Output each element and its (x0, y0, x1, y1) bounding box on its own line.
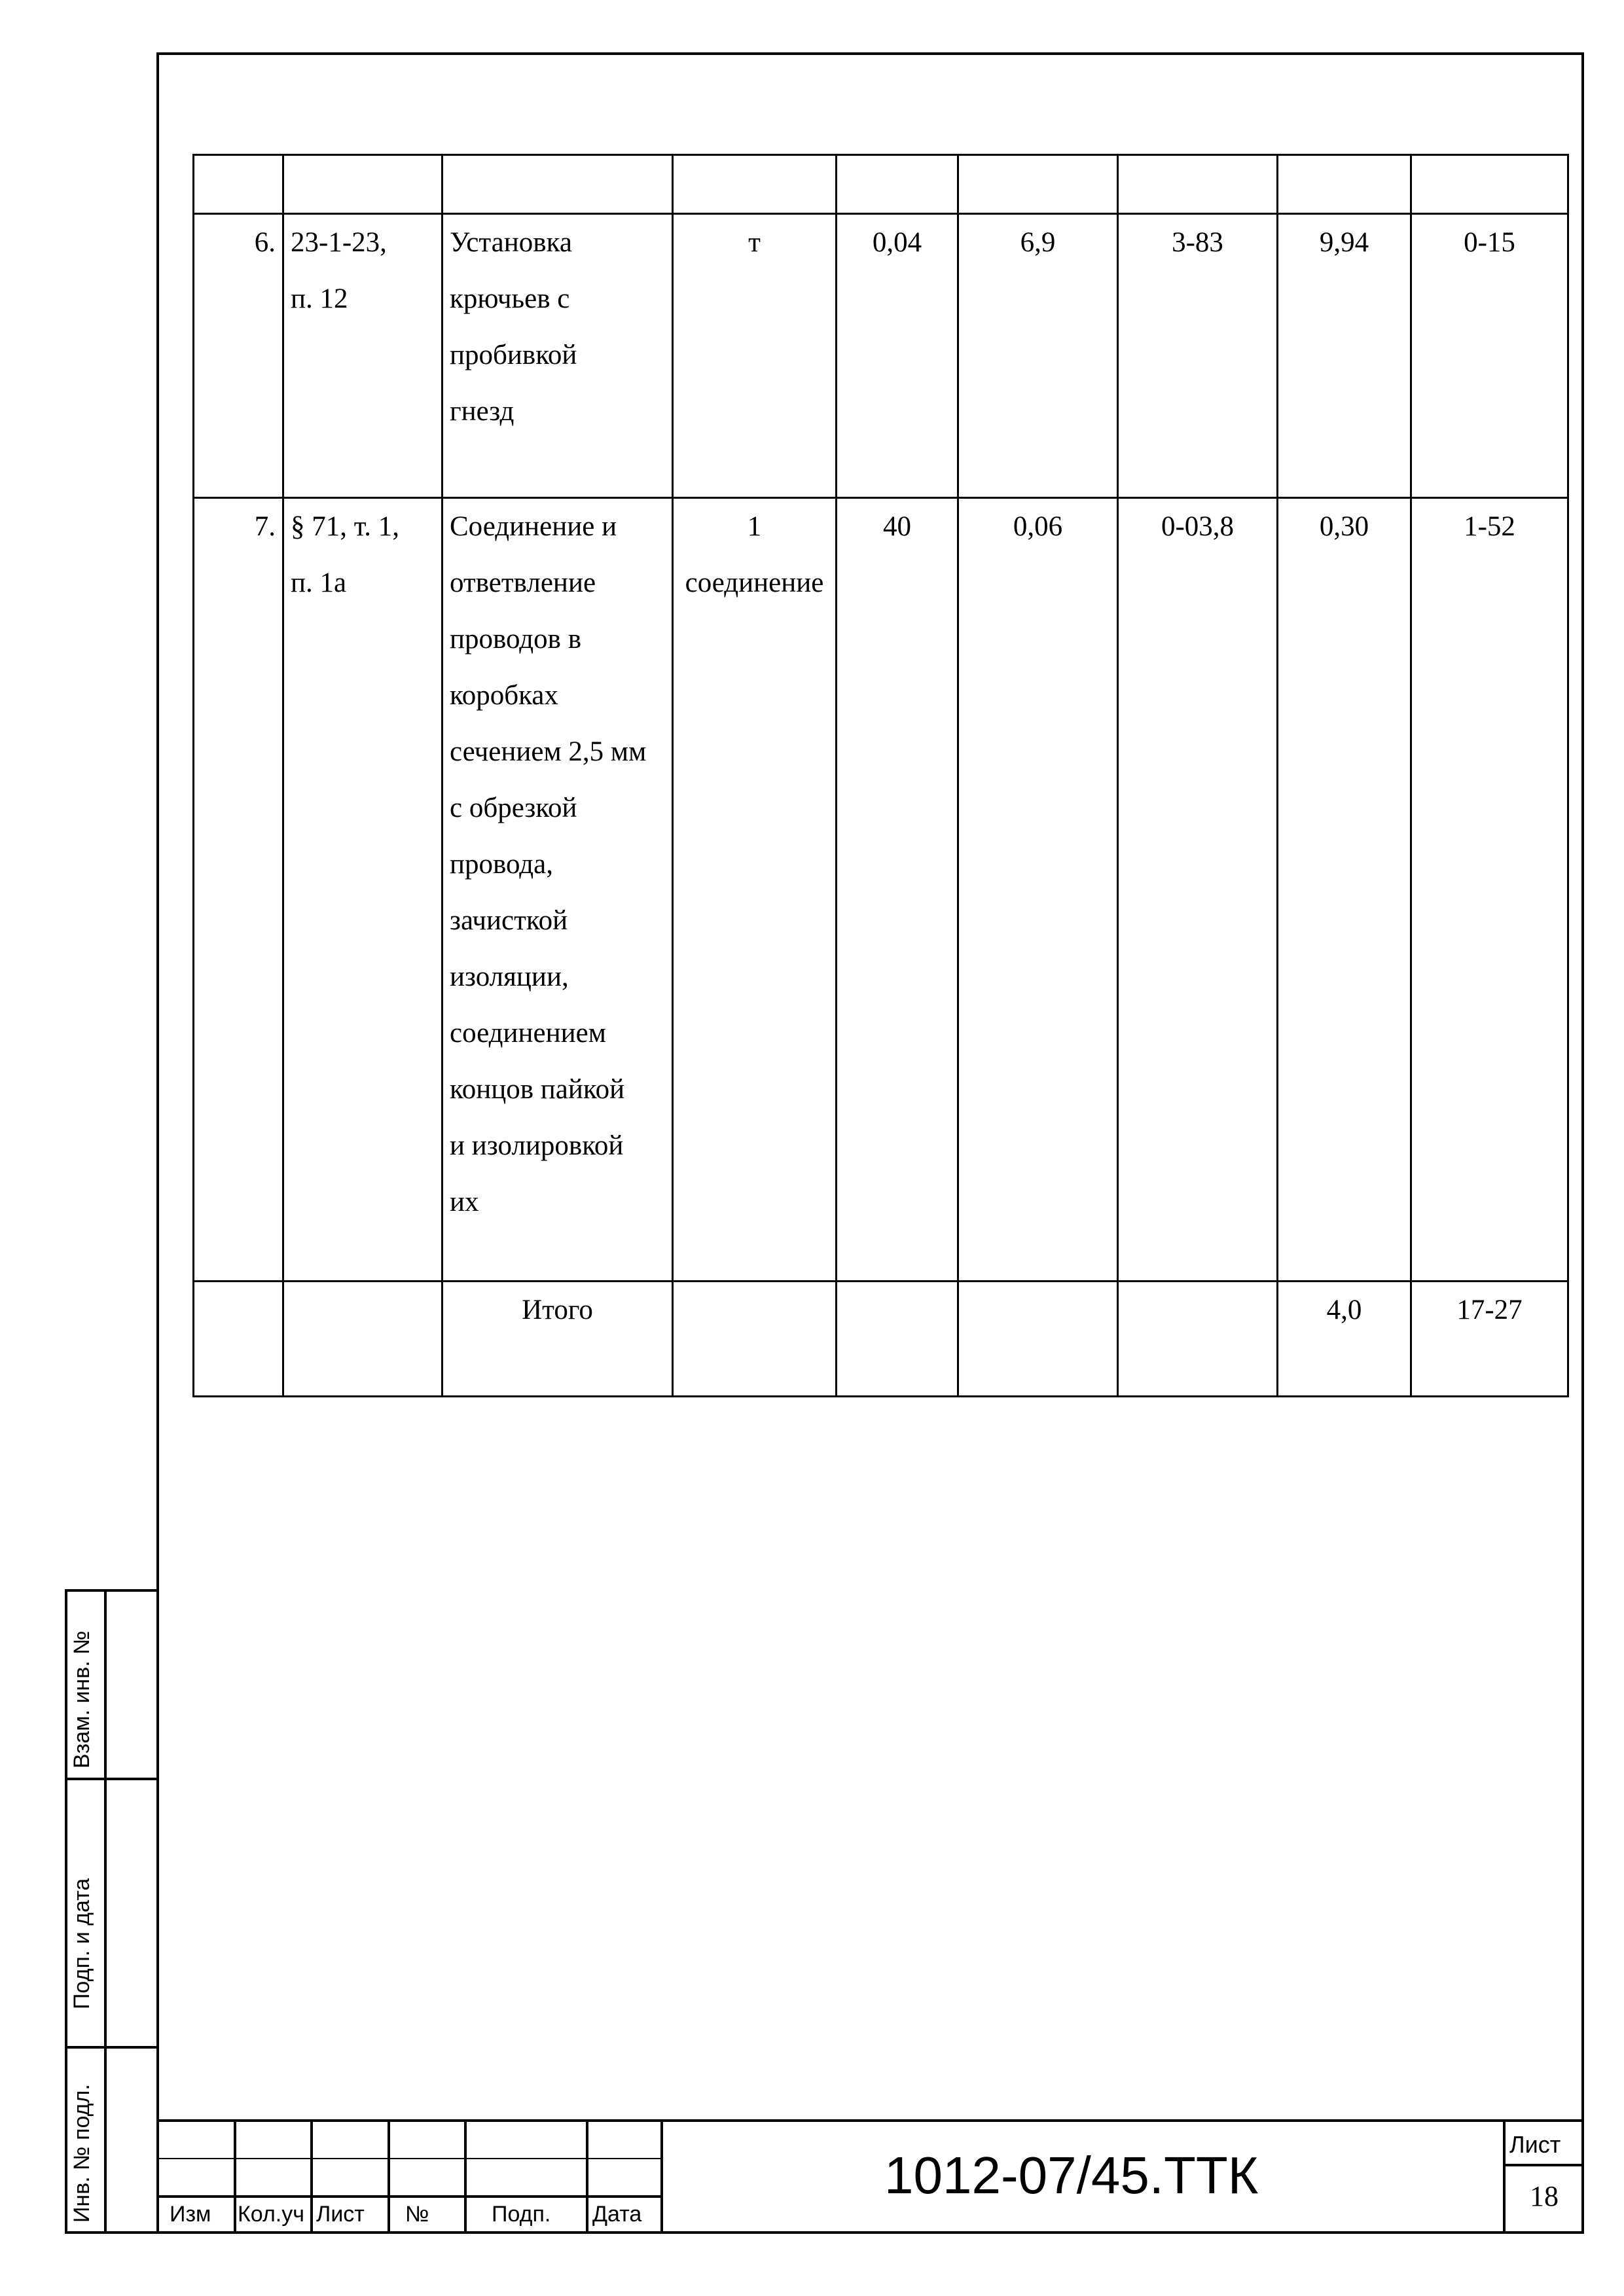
stamp-col-line (310, 2119, 313, 2234)
sheet-number: 18 (1530, 2180, 1559, 2212)
stamp-col-date: Дата (592, 2202, 642, 2227)
stamp-top-line (156, 2119, 1584, 2122)
stamp-col-line (234, 2119, 236, 2234)
time-norm: 0,06 (958, 498, 1118, 1282)
header-cell (194, 155, 283, 214)
wage-cost: 1-52 (1411, 498, 1568, 1282)
unit-of-measure: 1 соединение (673, 498, 837, 1282)
work-table (192, 154, 1569, 1397)
work-volume: 0,04 (837, 214, 958, 498)
labor-cost: 9,94 (1278, 214, 1411, 498)
stamp-col-line (660, 2119, 663, 2234)
sign-date-label: Подп. и дата (69, 1878, 94, 2009)
row-number: 7. (194, 498, 283, 1282)
replace-inventory-label: Взам. инв. № (69, 1630, 94, 1768)
side-strip-divider (67, 1778, 158, 1780)
total-label: Итого (442, 1282, 673, 1397)
work-description: Соединение и ответвление проводов в коробках сечением 2,5 мм с обрезкой провода, зачисткой изоляции, соединением концов пайкой и изолировкой их (442, 498, 673, 1282)
title-block (156, 2119, 1584, 2234)
stamp-col-change: Изм (170, 2202, 211, 2227)
stamp-col-count: Кол.уч (238, 2202, 304, 2227)
stamp-col-line (388, 2119, 390, 2234)
rate (1118, 1282, 1278, 1397)
side-strip-column-line (104, 1592, 107, 2231)
rate: 0-03,8 (1118, 498, 1278, 1282)
time-norm: 6,9 (958, 214, 1118, 498)
norm-reference: § 71, т. 1, п. 1а (283, 498, 442, 1282)
unit-of-measure: т (673, 214, 837, 498)
header-cell (837, 155, 958, 214)
header-cell (1118, 155, 1278, 214)
norm-reference (283, 1282, 442, 1397)
side-strip-divider (67, 2046, 158, 2049)
stamp-col-line (586, 2119, 588, 2234)
unit-of-measure (673, 1282, 837, 1397)
wage-cost: 0-15 (1411, 214, 1568, 498)
total-wage: 17-27 (1411, 1282, 1568, 1397)
table-total-row (194, 1282, 1568, 1397)
stamp-col-sheet: Лист (316, 2202, 365, 2227)
norm-reference: 23-1-23, п. 12 (283, 214, 442, 498)
time-norm (958, 1282, 1118, 1397)
stamp-col-signature: Подп. (492, 2202, 551, 2227)
labor-cost: 0,30 (1278, 498, 1411, 1282)
header-cell (958, 155, 1118, 214)
work-volume (837, 1282, 958, 1397)
work-volume: 40 (837, 498, 958, 1282)
rate: 3-83 (1118, 214, 1278, 498)
total-labor: 4,0 (1278, 1282, 1411, 1397)
table-header-row (194, 155, 1568, 214)
header-cell (673, 155, 837, 214)
row-number: 6. (194, 214, 283, 498)
table-row (194, 498, 1568, 1282)
work-description: Установка крючьев с пробивкой гнезд (442, 214, 673, 498)
table-row (194, 214, 1568, 498)
header-cell (442, 155, 673, 214)
row-number (194, 1282, 283, 1397)
stamp-sheet-line (1503, 2164, 1584, 2166)
header-cell (283, 155, 442, 214)
header-cell (1411, 155, 1568, 214)
stamp-col-line (1503, 2119, 1506, 2234)
original-inventory-label: Инв. № подл. (69, 2084, 94, 2223)
sheet-label: Лист (1509, 2131, 1561, 2158)
stamp-col-doc-number: № (405, 2202, 429, 2227)
document-code: 1012-07/45.ТТК (884, 2146, 1259, 2204)
header-cell (1278, 155, 1411, 214)
stamp-col-line (464, 2119, 467, 2234)
